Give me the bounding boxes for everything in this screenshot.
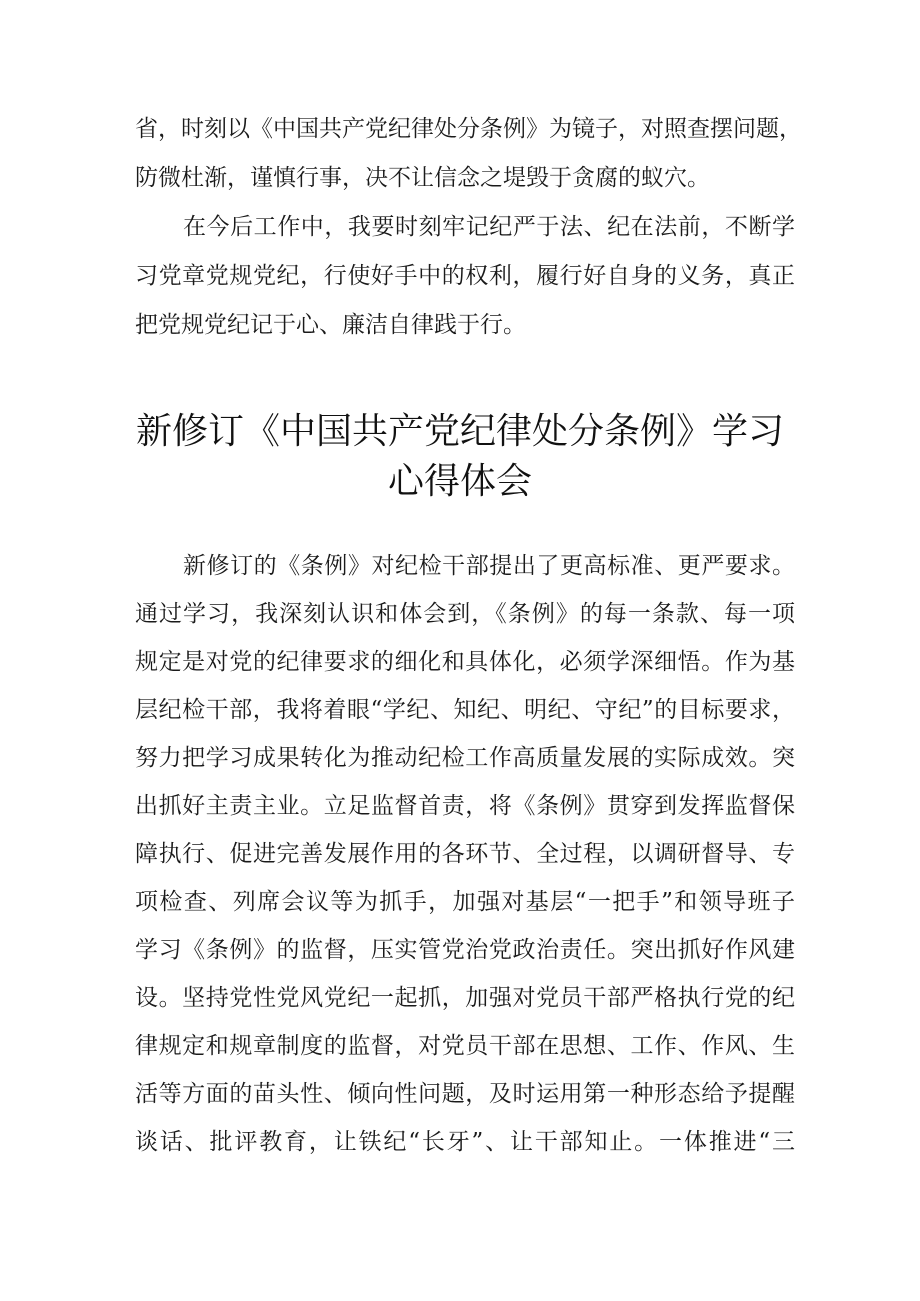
body-line: 努力把学习成果转化为推动纪检工作高质量发展的实际成效。突 [135, 745, 795, 771]
body-line: 活等方面的苗头性、倾向性问题，及时运用第一种形态给予提醒 [135, 1081, 795, 1107]
body-line: 新修订的《条例》对纪检干部提出了更高标准、更严要求。 [183, 553, 795, 579]
body-line: 规定是对党的纪律要求的细化和具体化，必须学深细悟。作为基 [135, 649, 795, 675]
body-line: 出抓好主责主业。立足监督首责，将《条例》贯穿到发挥监督保 [135, 793, 795, 819]
body-line: 设。坚持党性党风党纪一起抓，加强对党员干部严格执行党的纪 [135, 985, 795, 1011]
body-line: 项检查、列席会议等为抓手，加强对基层“一把手”和领导班子 [135, 889, 795, 915]
body-line: 学习《条例》的监督，压实管党治党政治责任。突出抓好作风建 [135, 937, 795, 963]
paragraph-line: 在今后工作中，我要时刻牢记纪严于法、纪在法前，不断学 [183, 214, 795, 240]
body-line: 律规定和规章制度的监督，对党员干部在思想、工作、作风、生 [135, 1033, 795, 1059]
body-line: 通过学习，我深刻认识和体会到，《条例》的每一条款、每一项 [135, 601, 795, 627]
body-line: 障执行、促进完善发展作用的各环节、全过程，以调研督导、专 [135, 841, 795, 867]
paragraph-line: 习党章党规党纪，行使好手中的权利，履行好自身的义务，真正 [135, 263, 795, 289]
body-line: 层纪检干部，我将着眼“学纪、知纪、明纪、守纪”的目标要求， [135, 697, 795, 723]
paragraph-line: 防微杜渐，谨慎行事，决不让信念之堤毁于贪腐的蚁穴。 [135, 165, 710, 191]
paragraph-line: 省，时刻以《中国共产党纪律处分条例》为镜子，对照查摆问题， [135, 116, 802, 142]
article-title-line-1: 新修订《中国共产党纪律处分条例》学习 [135, 411, 784, 452]
body-line: 谈话、批评教育，让铁纪“长牙”、让干部知止。一体推进“三 [135, 1129, 795, 1155]
paragraph-line: 把党规党纪记于心、廉洁自律践于行。 [135, 312, 526, 338]
article-title-line-2: 心得体会 [387, 461, 532, 502]
